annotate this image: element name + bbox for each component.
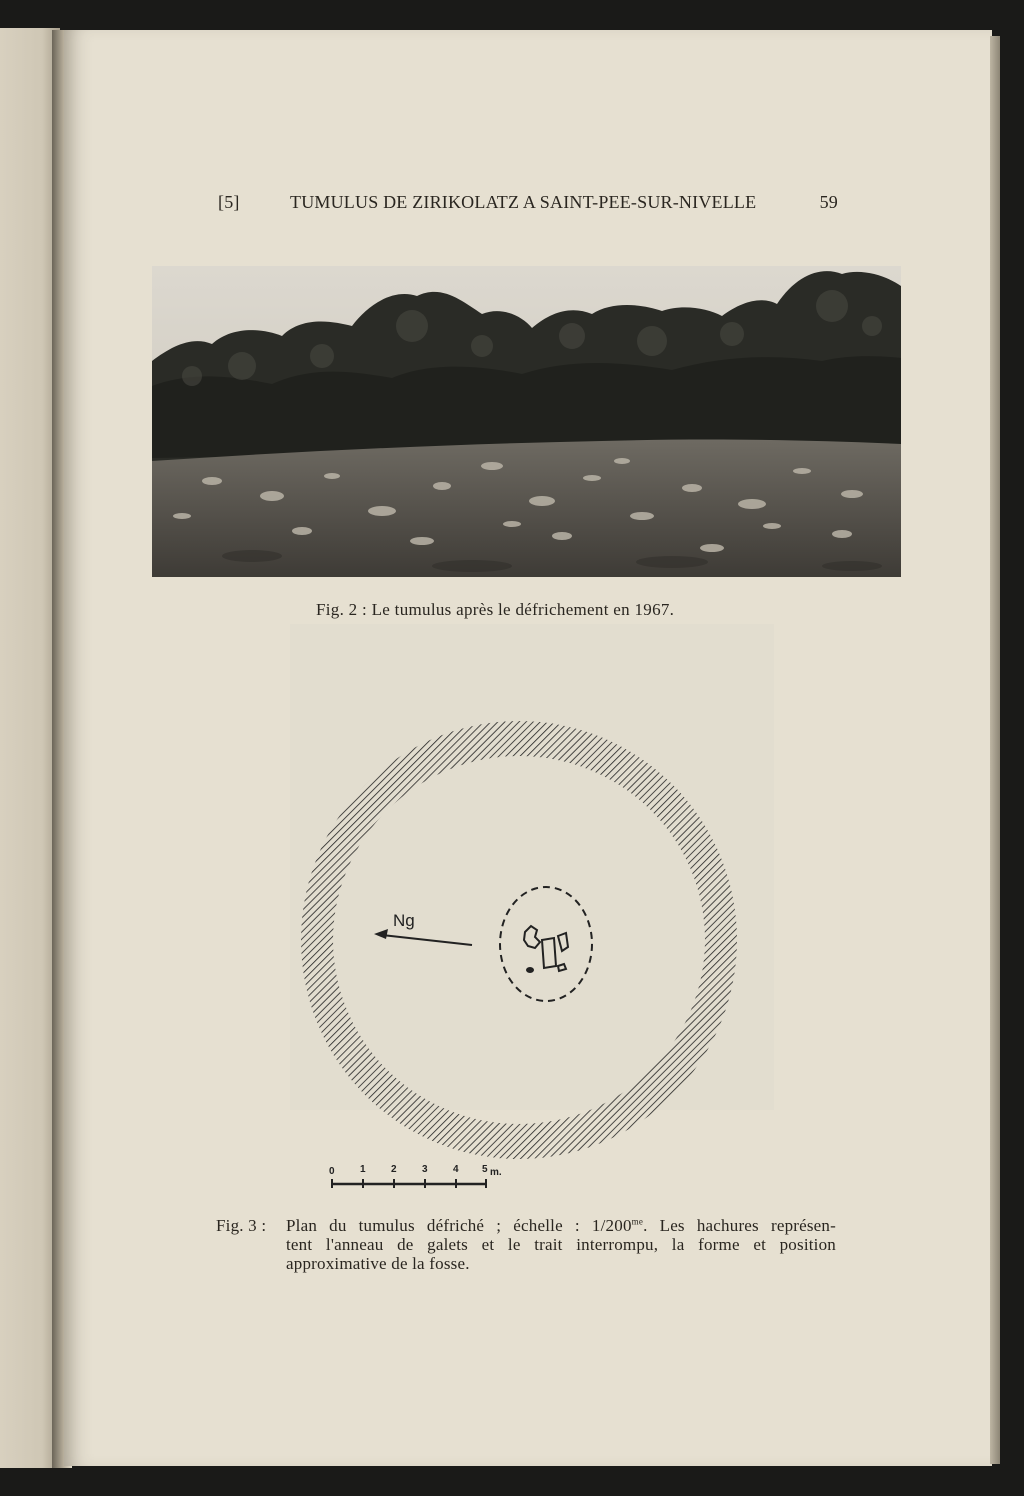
tumulus-plan-diagram — [300, 714, 760, 1184]
section-number: [5] — [218, 192, 240, 212]
page-stack-edge — [990, 36, 1000, 1464]
running-title: TUMULUS DE ZIRIKOLATZ A SAINT-PEE-SUR-NIVELLE — [290, 192, 757, 212]
stone-5 — [526, 967, 534, 973]
scale-tick-label: 2 — [391, 1164, 397, 1175]
scale-tick-label: 3 — [422, 1164, 428, 1175]
figure-2-caption: Fig. 2 : Le tumulus après le défrichement en 1967. — [316, 600, 675, 619]
pebble-ring-hatching — [300, 714, 760, 1184]
figure-3-label: Fig. 3 : — [216, 1216, 267, 1235]
scale-tick-label: 0 — [329, 1166, 335, 1177]
page-number: 59 — [819, 192, 838, 212]
north-label: Ng — [393, 911, 415, 930]
scale-unit: m. — [490, 1167, 502, 1178]
running-header — [218, 192, 838, 218]
figure-3-caption-text — [286, 1216, 836, 1273]
scale-tick-label: 1 — [360, 1164, 366, 1175]
scale-bar — [322, 1160, 522, 1194]
scale-tick-label: 5 — [482, 1164, 488, 1175]
scale-tick-label: 4 — [453, 1164, 459, 1175]
facing-page-edge — [0, 28, 60, 1468]
caption-line-3: approximative de la fosse. — [286, 1254, 470, 1273]
caption-line-2: tent l'anneau de galets et le trait interrompu, la forme et position — [286, 1235, 836, 1254]
caption-line-1: Plan du tumulus défriché ; échelle : $1/200^{me}$. Les hachures représen- — [286, 1216, 836, 1235]
tumulus-photograph — [152, 266, 901, 577]
